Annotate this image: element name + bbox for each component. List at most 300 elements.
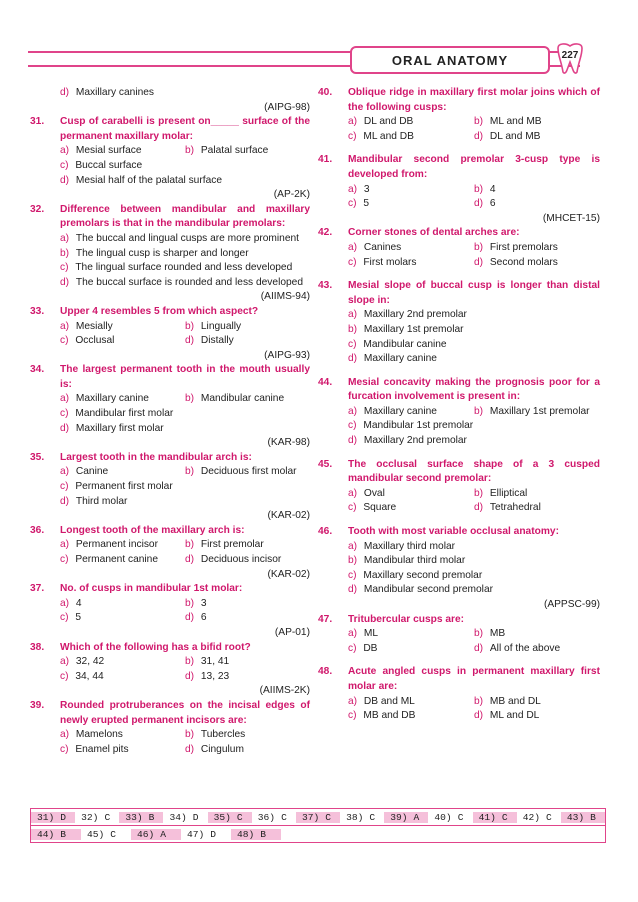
option-letter: b) — [185, 656, 197, 668]
question-stem — [318, 86, 600, 115]
option — [60, 465, 185, 480]
answer-letter: C — [110, 828, 117, 840]
answer-letter: C — [281, 811, 287, 823]
answer-cell — [31, 829, 81, 840]
options — [318, 115, 600, 144]
question — [30, 86, 310, 115]
option-text: First premolar — [200, 539, 264, 551]
option-row — [348, 352, 600, 367]
option-letter: a) — [348, 540, 360, 552]
option — [474, 130, 600, 145]
option-text: Maxillary canine — [363, 353, 437, 365]
question — [318, 665, 600, 723]
options — [318, 627, 600, 656]
question — [30, 305, 310, 363]
option-text: Second molars — [489, 256, 558, 268]
option — [60, 422, 310, 437]
options — [30, 144, 310, 188]
answer-cell — [517, 812, 561, 823]
option — [474, 695, 600, 710]
spacer — [318, 656, 600, 665]
option-letter: a) — [60, 656, 72, 668]
option — [185, 320, 310, 335]
option — [60, 553, 185, 568]
answer-cell — [81, 829, 131, 840]
option-letter: d) — [348, 353, 360, 365]
option — [348, 434, 600, 449]
option-text: Maxillary first molar — [75, 422, 164, 434]
question-number: 46. — [318, 526, 333, 538]
option-text: All of the above — [489, 642, 561, 654]
option-letter: a) — [348, 241, 360, 253]
answer-cell — [252, 812, 296, 823]
option-letter: b) — [185, 145, 197, 157]
option-text: Deciduous incisor — [200, 554, 282, 565]
page-title: ORAL ANATOMY — [391, 52, 509, 68]
option-letter: a) — [60, 393, 72, 405]
question — [318, 376, 600, 449]
option-row — [348, 627, 600, 642]
question-stem — [318, 665, 600, 694]
question-stem — [318, 613, 600, 628]
option — [185, 334, 310, 349]
question — [318, 226, 600, 270]
option-row — [60, 553, 310, 568]
question — [318, 86, 600, 144]
question-stem — [30, 363, 310, 392]
option-row — [60, 670, 310, 685]
answer-letter: C — [369, 811, 376, 823]
question-number: 32. — [30, 203, 45, 215]
option-text: Maxillary third molar — [363, 540, 456, 552]
option — [348, 583, 600, 598]
option-letter: d) — [185, 670, 197, 682]
spacer — [318, 270, 600, 279]
question-text: The occlusal surface shape of a 3 cusped mandibular second premolar: — [348, 458, 600, 485]
answer-cell — [163, 812, 207, 823]
option-row — [348, 338, 600, 353]
answer-cell — [428, 812, 472, 823]
option-row — [348, 583, 600, 598]
option-letter: d) — [60, 276, 72, 288]
answer-question-number: 40) — [434, 811, 452, 823]
option-text: DB and ML — [363, 695, 415, 707]
option-letter: b) — [474, 487, 486, 499]
option-text: Oval — [363, 487, 385, 499]
answer-letter: C — [546, 811, 552, 823]
option-row — [348, 405, 600, 420]
question — [30, 641, 310, 699]
option-row — [60, 743, 310, 758]
option — [348, 323, 600, 338]
question-number: 47. — [318, 613, 333, 625]
question-stem — [30, 699, 310, 728]
option-letter: c) — [60, 743, 72, 755]
option-text: Mandibular third molar — [363, 555, 466, 567]
question-text: Tooth with most variable occlusal anatomy: — [348, 526, 559, 538]
option — [348, 308, 600, 323]
options — [318, 183, 600, 212]
option-row — [60, 247, 310, 262]
option-row — [348, 241, 600, 256]
option — [348, 501, 474, 516]
option-text: Permanent incisor — [75, 539, 158, 551]
option-row — [348, 695, 600, 710]
question-source: (KAR-98) — [267, 437, 310, 449]
option-row — [348, 130, 600, 145]
option-row — [60, 495, 310, 510]
option — [348, 183, 474, 198]
right-column — [318, 86, 600, 724]
option-text: 13, 23 — [200, 670, 230, 682]
options — [30, 655, 310, 684]
option-letter: a) — [60, 232, 72, 244]
question — [30, 115, 310, 203]
option-text: ML and DL — [489, 710, 540, 722]
option-row — [348, 197, 600, 212]
option-row — [60, 655, 310, 670]
option-text: Deciduous first molar — [200, 466, 297, 478]
option-letter: d) — [185, 612, 197, 624]
option — [474, 256, 600, 271]
option-row — [60, 144, 310, 159]
option-row — [348, 308, 600, 323]
option — [60, 86, 310, 101]
answer-letter: D — [210, 828, 217, 840]
question-number: 36. — [30, 524, 45, 536]
option-letter: d) — [474, 502, 486, 514]
option — [60, 261, 310, 276]
option-letter: b) — [474, 628, 486, 640]
header-title-box — [350, 46, 550, 74]
option-text: Tetrahedral — [489, 502, 541, 514]
answer-letter: C — [325, 811, 331, 823]
option-row — [60, 232, 310, 247]
option-text: Third molar — [75, 495, 128, 507]
option — [348, 241, 474, 256]
question — [30, 524, 310, 582]
option-letter: b) — [185, 466, 197, 478]
option-letter: c) — [348, 420, 360, 432]
options — [318, 308, 600, 366]
option-text: Mandibular second premolar — [363, 584, 494, 596]
option-text: The lingual surface rounded and less developed — [75, 262, 293, 274]
option-letter: a) — [348, 116, 360, 128]
option-letter: a) — [60, 320, 72, 332]
left-column — [30, 86, 310, 757]
option-letter: c) — [60, 670, 72, 682]
answer-question-number: 33) — [125, 811, 143, 823]
option-text: Mandibular canine — [363, 338, 447, 350]
option-letter: c) — [60, 481, 72, 493]
option-text: Occlusal — [75, 335, 115, 347]
option-letter: b) — [348, 555, 360, 567]
option-row — [60, 611, 310, 626]
answer-letter: C — [457, 811, 464, 823]
question-number: 40. — [318, 87, 333, 98]
option — [348, 197, 474, 212]
answer-question-number: 42) — [522, 811, 540, 823]
option-row — [60, 261, 310, 276]
question-number: 31. — [30, 116, 45, 128]
question-number: 44. — [318, 376, 333, 388]
option — [60, 334, 185, 349]
option-text: Buccal surface — [75, 159, 143, 171]
option-letter: c) — [60, 159, 72, 171]
option-letter: c) — [348, 569, 360, 581]
option-letter: b) — [474, 241, 486, 253]
option-letter: b) — [474, 695, 486, 707]
option-row — [348, 183, 600, 198]
options — [30, 86, 310, 101]
option-letter: c) — [60, 408, 72, 420]
option — [60, 743, 185, 758]
answer-question-number: 46) — [137, 828, 155, 840]
options — [30, 392, 310, 436]
option-text: 5 — [363, 198, 369, 210]
question-text: Rounded protruberances on the incisal edges of newly erupted permanent incisors are: — [60, 699, 310, 726]
question-text: Tritubercular cusps are: — [348, 613, 465, 625]
option-text: MB and DL — [489, 695, 541, 707]
option-letter: a) — [348, 628, 360, 640]
option-row — [348, 256, 600, 271]
answer-cell — [208, 812, 252, 823]
spacer — [318, 144, 600, 153]
option-letter: c) — [60, 262, 72, 274]
answer-letter: B — [590, 811, 596, 823]
option — [60, 276, 310, 291]
option-letter: a) — [60, 145, 72, 157]
option-row — [348, 323, 600, 338]
question-text: Longest tooth of the maxillary arch is: — [60, 524, 245, 536]
option-text: Elliptical — [489, 487, 528, 499]
options — [30, 320, 310, 349]
options — [318, 241, 600, 270]
option-text: DL and MB — [489, 130, 541, 142]
question-source: (AIPG-93) — [264, 349, 310, 361]
option-text: 4 — [75, 597, 82, 609]
option-row — [60, 422, 310, 437]
option-row — [60, 538, 310, 553]
option-text: MB — [489, 628, 506, 640]
option — [60, 597, 185, 612]
option-letter: b) — [185, 320, 197, 332]
answer-question-number: 39) — [390, 811, 408, 823]
option-letter: d) — [474, 130, 486, 142]
option-row — [60, 86, 310, 101]
tooth-icon — [552, 40, 588, 76]
question-text: Largest tooth in the mandibular arch is: — [60, 451, 252, 463]
answer-cell — [561, 812, 605, 823]
answer-cell — [119, 812, 163, 823]
option-letter: d) — [474, 642, 486, 654]
answer-question-number: 41) — [478, 811, 496, 823]
option-text: The buccal and lingual cusps are more prominent — [75, 232, 300, 244]
option-letter: a) — [60, 729, 72, 741]
option — [474, 197, 600, 212]
answer-question-number: 31) — [37, 811, 55, 823]
option-row — [348, 554, 600, 569]
answer-question-number: 34) — [169, 811, 187, 823]
option — [474, 241, 600, 256]
options — [30, 538, 310, 567]
option-text: 6 — [200, 612, 207, 624]
option-letter: c) — [348, 502, 360, 514]
question-number: 41. — [318, 154, 333, 166]
option-row — [348, 487, 600, 502]
option — [348, 554, 600, 569]
answer-question-number: 36) — [257, 811, 276, 823]
option-row — [348, 115, 600, 130]
option — [185, 465, 310, 480]
question-source: (AIIMS-2K) — [259, 685, 310, 697]
option-text: Maxillary canine — [363, 405, 437, 417]
question-text: Acute angled cusps in permanent maxillary first molar are: — [348, 666, 600, 692]
option-text: ML and MB — [489, 116, 542, 128]
answer-cell — [75, 812, 119, 823]
answer-letter: D — [60, 811, 67, 823]
options — [30, 597, 310, 626]
option — [348, 695, 474, 710]
option — [348, 627, 474, 642]
option-letter: a) — [348, 695, 360, 707]
option-text: Mandibular 1st premolar — [363, 420, 474, 432]
question-stem — [30, 203, 310, 232]
option-letter: c) — [60, 554, 72, 565]
spacer — [318, 367, 600, 376]
option — [185, 670, 310, 685]
answer-key-table — [30, 808, 606, 843]
option-text: The buccal surface is rounded and less developed — [75, 276, 303, 288]
option — [474, 115, 600, 130]
option-row — [60, 392, 310, 407]
option-letter: a) — [348, 487, 360, 499]
question-source: (AIPG-98) — [264, 101, 310, 113]
option-letter: b) — [185, 539, 197, 551]
option-row — [348, 419, 600, 434]
answer-cell — [384, 812, 428, 823]
option-row — [60, 407, 310, 422]
option-letter: a) — [348, 183, 360, 195]
option-text: 6 — [489, 198, 496, 210]
option-text: Maxillary 1st premolar — [363, 323, 464, 335]
option-letter: a) — [348, 405, 360, 417]
option-row — [348, 501, 600, 516]
spacer — [318, 449, 600, 458]
option-text: ML and DB — [363, 130, 414, 142]
question-source: (APPSC-99) — [543, 599, 600, 610]
option-row — [60, 174, 310, 189]
question — [318, 279, 600, 367]
option-letter: d) — [60, 174, 72, 186]
option — [348, 487, 474, 502]
option-letter: c) — [60, 612, 72, 624]
option-letter: d) — [348, 435, 360, 447]
question — [318, 458, 600, 516]
option — [474, 642, 600, 657]
option — [60, 232, 310, 247]
option-letter: b) — [185, 729, 197, 741]
option — [474, 709, 600, 724]
option-text: First premolars — [489, 241, 558, 253]
option — [185, 655, 310, 670]
option-text: ML — [363, 628, 379, 640]
question-text: Cusp of carabelli is present on_____ surface of the permanent maxillary molar: — [60, 116, 310, 142]
answer-cell — [31, 812, 75, 823]
option-text: Maxillary 1st premolar — [489, 405, 590, 417]
option-text: The lingual cusp is sharper and longer — [75, 247, 249, 259]
option — [348, 405, 474, 420]
option-letter: d) — [474, 198, 486, 210]
option — [185, 553, 310, 568]
question — [30, 451, 310, 524]
option-text: Maxillary canines — [75, 87, 155, 98]
option-text: Palatal surface — [200, 145, 269, 157]
option — [348, 709, 474, 724]
answer-cell — [131, 829, 181, 840]
answer-question-number: 35) — [213, 811, 231, 823]
option — [185, 144, 310, 159]
question-number: 35. — [30, 451, 45, 463]
option — [60, 144, 185, 159]
option-row — [348, 709, 600, 724]
option — [60, 670, 185, 685]
option — [60, 174, 310, 189]
option-text: Tubercles — [200, 729, 246, 741]
options — [30, 728, 310, 757]
option-text: Mesial surface — [75, 145, 142, 157]
option-letter: c) — [348, 642, 360, 654]
question-number: 43. — [318, 280, 333, 292]
answer-question-number: 43) — [566, 811, 585, 823]
option-text: Mamelons — [75, 729, 123, 741]
answer-letter: B — [60, 828, 67, 840]
option-text: 31, 41 — [200, 656, 230, 668]
option — [60, 159, 310, 174]
question-text: The largest permanent tooth in the mouth usually is: — [60, 364, 310, 390]
option-text: 5 — [75, 612, 81, 624]
question-source: (KAR-02) — [267, 568, 310, 580]
option-text: Mandibular first molar — [75, 408, 174, 420]
option-text: Maxillary canine — [75, 393, 149, 405]
option-text: Permanent first molar — [75, 481, 173, 493]
option-text: MB and DB — [363, 710, 416, 722]
option-text: Mandibular canine — [200, 393, 285, 405]
question-source: (AP-01) — [274, 626, 310, 638]
option-letter: d) — [60, 495, 72, 507]
option-letter: c) — [348, 710, 360, 722]
question — [30, 203, 310, 305]
answer-cell — [231, 829, 281, 840]
option — [185, 728, 310, 743]
question-number: 37. — [30, 583, 45, 595]
question-text: Mandibular second premolar 3-cusp type is developed from: — [348, 154, 600, 180]
question-number: 45. — [318, 458, 333, 470]
answer-cell — [296, 812, 340, 823]
option-letter: c) — [60, 335, 72, 347]
option-text: Mesially — [75, 320, 113, 332]
answer-question-number: 48) — [237, 828, 255, 840]
option-row — [60, 334, 310, 349]
question-stem — [30, 582, 310, 597]
option-text: Mesial half of the palatal surface — [75, 174, 222, 186]
question-stem — [318, 279, 600, 308]
answer-letter: C — [104, 811, 111, 823]
option — [60, 247, 310, 262]
option — [60, 320, 185, 335]
option-text: Maxillary second premolar — [363, 569, 483, 581]
option — [60, 611, 185, 626]
